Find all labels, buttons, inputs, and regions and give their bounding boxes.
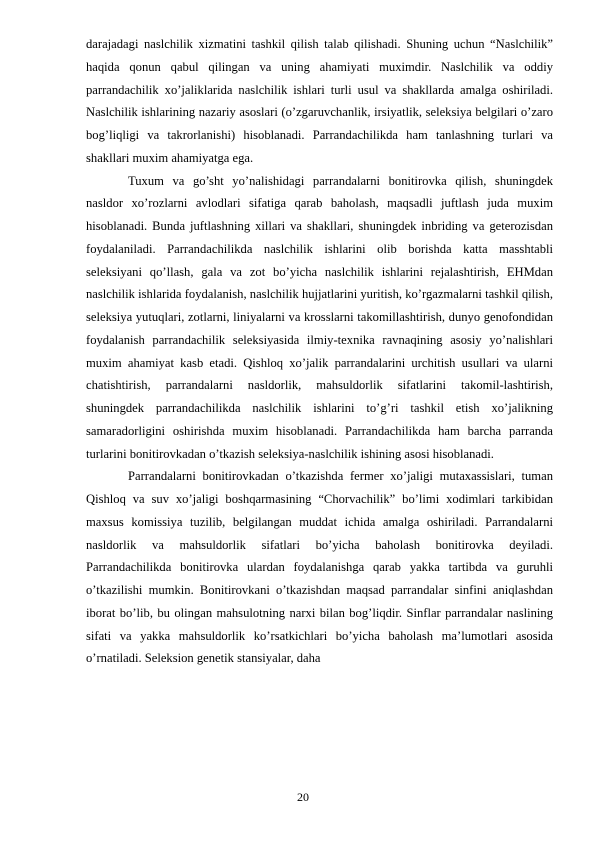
paragraph-continuation: darajadagi naslchilik xizmatini tashkil qilish talab qilishadi. Shuning uchun “Naslchilik” haqida qonun qabul qilingan va uning ahamiyati muximdir. Naslchilik va oddiy parrandachilik xo’jaliklarida naslchilik ishlari turli usul va shakllarda amalga oshiriladi. Naslchilik ishlarining nazariy asoslari (o’zgaruvchanlik, irsiyatlik, seleksiya belgilari o’zaro bog’liqligi va takrorlanishi) hisoblanadi. Parrandachilikda ham tanlashning turlari va shakllari muxim ahamiyatga ega. — [86, 37, 553, 165]
paragraph-bonitirovka-intro: Tuxum va go’sht yo’nalishidagi parrandalarni bonitirovka qilish, shuningdek nasldor xo’rozlarni avlodlari sifatiga qarab baholash, maqsadli juftlash juda muxim hisoblanadi. Bunda juftlashning xillari va shakllari, shuningdek inbriding va geterozisdan foydalaniladi. Parrandachilikda naslchilik ishlarini olib borishda katta masshtabli seleksiyani qo’llash, gala va zot bo’yicha naslchilik ishlarini rejalashtirish, EHMdan naslchilik ishlarida foydalanish, naslchilik hujjatlarini yuritish, ko’rgazmalarni tashkil qilish, seleksiya yutuqlari, zotlarni, liniyalarni va krosslarni takomillashtirish, dunyo genofondidan foydalanish parrandachilik seleksiyasida ilmiy-texnika ravnaqining asosiy yo’nalishlari muxim ahamiyat kasb etadi. Qishloq xo’jalik parrandalarini urchitish usullari va ularni chatishtirish, parrandalarni nasldorlik, mahsuldorlik sifatlarini takomil-lashtirish, shuningdek parrandachilikda naslchilik ishlarini to’g’ri tashkil etish xo’jalikning samaradorligini oshirishda muxim hisoblanadi. Parrandachilikda ham barcha parranda turlarini bonitirovkadan o’tkazish seleksiya-naslchilik ishining asosi hisoblanadi. — [86, 173, 553, 461]
paragraph-bonitirovka-process: Parrandalarni bonitirovkadan o’tkazishda fermer xo’jaligi mutaxassislari, tuman Qishloq va suv xo’jaligi boshqarmasining “Chorvachilik” bo’limi xodimlari tarkibidan maxsus komissiya tuzilib, belgilangan muddat ichida amalga oshiriladi. Parrandalarni nasldorlik va mahsuldorlik sifatlari bo’yicha baholash bonitirovka deyiladi. Parrandachilikda bonitirovka ulardan foydalanishga qarab yakka tartibda va guruhli o’tkazilishi mumkin. Bonitirovkani o’tkazishdan maqsad parrandalar sinfini aniqlashdan iborat bo’lib, bu olingan mahsulotning narxi bilan bog’liqdir. Sinflar parrandalar naslining sifati va yakka mahsuldorlik ko’rsatkichlari bo’yicha baholash ma’lumotlari asosida o’rnatiladi. Seleksion genetik stansiyalar, daha — [86, 469, 553, 666]
document-page — [86, 33, 553, 670]
page-number: 20 — [297, 790, 309, 804]
